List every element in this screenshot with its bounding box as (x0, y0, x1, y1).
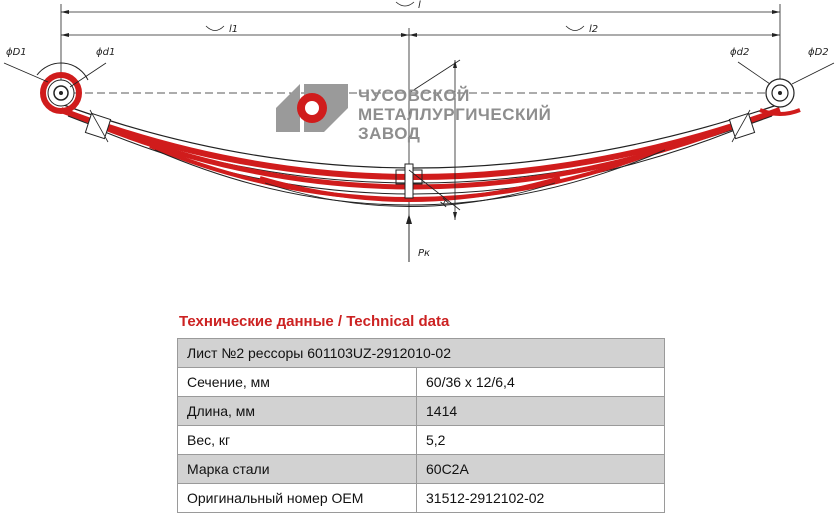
technical-data-table (177, 338, 665, 513)
overall-length-dimension (61, 0, 780, 80)
table-header-cell: Лист №2 рессоры 601103UZ-2912010-02 (178, 339, 665, 368)
row-key: Сечение, мм (178, 368, 417, 397)
left-eye (4, 47, 115, 111)
table-row (178, 455, 665, 484)
row-key: Оригинальный номер OEM (178, 484, 417, 513)
table-row (178, 426, 665, 455)
logo-line-1: ЧУСОВСКОЙ (358, 86, 470, 105)
left-length-label: l1 (229, 24, 239, 35)
left-outer-diameter-label: ϕD1 (6, 47, 27, 58)
left-clamp (85, 110, 110, 142)
table-header-row (178, 339, 665, 368)
right-inner-diameter-label: ϕd2 (730, 47, 750, 58)
right-clamp (729, 110, 754, 142)
row-value: 60С2А (417, 455, 665, 484)
overall-length-label: l (418, 0, 421, 11)
row-value: 60/36 x 12/6,4 (417, 368, 665, 397)
camber-label: H (438, 196, 453, 209)
row-key: Вес, кг (178, 426, 417, 455)
row-value: 5,2 (417, 426, 665, 455)
table-row (178, 397, 665, 426)
row-value: 1414 (417, 397, 665, 426)
load-arrow (406, 214, 430, 262)
load-label: Pк (418, 248, 431, 259)
left-inner-diameter-label: ϕd1 (96, 47, 116, 58)
table-row (178, 484, 665, 513)
row-key: Марка стали (178, 455, 417, 484)
logo-line-3: ЗАВОД (358, 124, 421, 143)
right-eye (730, 47, 834, 114)
row-key: Длина, мм (178, 397, 417, 426)
technical-data-title: Технические данные / Technical data (179, 313, 450, 330)
logo-line-2: МЕТАЛЛУРГИЧЕСКИЙ (358, 105, 552, 124)
right-outer-diameter-label: ϕD2 (808, 47, 829, 58)
table-row (178, 368, 665, 397)
right-length-label: l2 (589, 24, 599, 35)
row-value: 31512-2912102-02 (417, 484, 665, 513)
